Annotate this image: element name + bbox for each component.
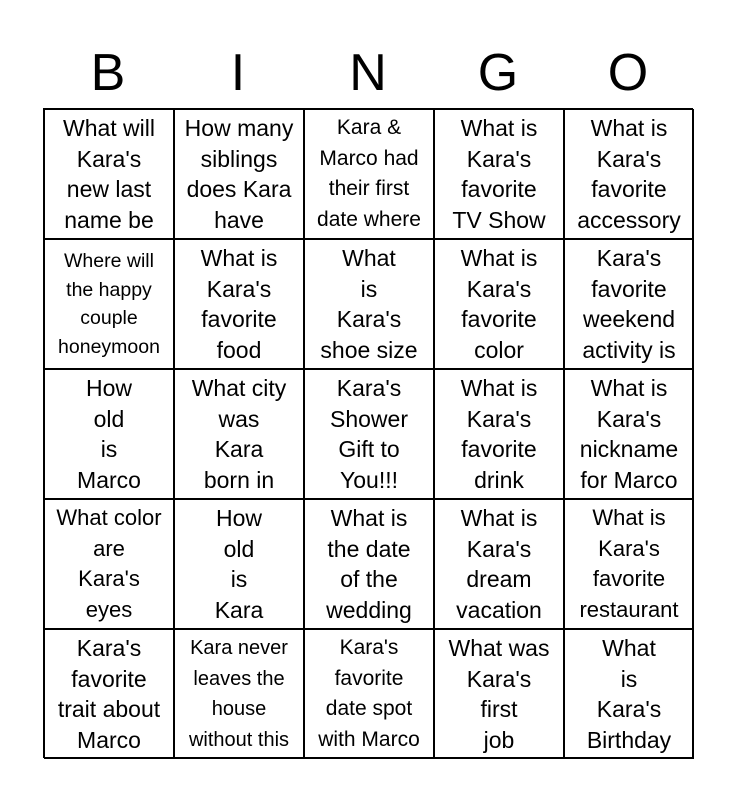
bingo-cell[interactable] xyxy=(44,109,174,239)
bingo-cell[interactable] xyxy=(434,109,564,239)
header-letter-b: B xyxy=(90,44,126,102)
bingo-cell[interactable] xyxy=(564,499,694,629)
bingo-cell[interactable] xyxy=(44,239,174,369)
bingo-header xyxy=(43,40,693,106)
cell-text: Kara's favorite trait about Marco xyxy=(57,635,161,753)
header-letter-o: O xyxy=(607,44,649,102)
cell-text: What is Kara's nickname for Marco xyxy=(579,375,679,493)
bingo-cell[interactable] xyxy=(304,629,434,759)
bingo-cell[interactable] xyxy=(434,369,564,499)
header-letter-n: N xyxy=(349,44,387,102)
header-letter-g: G xyxy=(477,44,519,102)
cell-text: What is Kara's Birthday xyxy=(586,635,672,753)
bingo-cell[interactable] xyxy=(564,629,694,759)
cell-text: What is Kara's shoe size xyxy=(320,245,418,363)
cell-text: What color are Kara's eyes xyxy=(56,505,162,622)
cell-text: What is Kara's favorite color xyxy=(460,245,538,363)
cell-text: Kara's favorite date spot with Marco xyxy=(318,636,420,751)
bingo-cell[interactable] xyxy=(44,499,174,629)
bingo-cell[interactable] xyxy=(564,109,694,239)
cell-text: What was Kara's first job xyxy=(448,635,550,753)
cell-text: What will Kara's new last name be xyxy=(62,115,155,233)
bingo-cell[interactable] xyxy=(304,239,434,369)
bingo-cell[interactable] xyxy=(44,629,174,759)
cell-text: What is Kara's favorite restaurant xyxy=(579,505,679,622)
cell-text: How old is Marco xyxy=(77,375,141,493)
bingo-cell[interactable] xyxy=(174,499,304,629)
bingo-cell[interactable] xyxy=(564,369,694,499)
cell-text: What is Kara's favorite drink xyxy=(460,375,538,493)
bingo-cell[interactable] xyxy=(44,369,174,499)
bingo-cell[interactable] xyxy=(564,239,694,369)
cell-text: Kara's favorite weekend activity is xyxy=(582,245,676,363)
cell-text: How old is Kara xyxy=(214,505,264,623)
cell-text: How many siblings does Kara have xyxy=(184,115,294,233)
cell-text: Kara never leaves the house without this xyxy=(188,637,290,751)
cell-text: What is Kara's favorite food xyxy=(200,245,278,363)
bingo-cell[interactable] xyxy=(304,499,434,629)
cell-text: Kara's Shower Gift to You!!! xyxy=(330,375,408,493)
cell-text: What is Kara's dream vacation xyxy=(456,505,542,623)
cell-text: What is Kara's favorite accessory xyxy=(577,115,681,233)
cell-text: What city was Kara born in xyxy=(191,375,287,493)
bingo-cell[interactable] xyxy=(174,109,304,239)
bingo-cell[interactable] xyxy=(174,629,304,759)
cell-text: Where will the happy couple honeymoon xyxy=(58,250,160,358)
cell-text: What is the date of the wedding xyxy=(326,505,412,623)
cell-text: What is Kara's favorite TV Show xyxy=(452,115,546,233)
cell-text: Kara & Marco had their first date where xyxy=(317,116,421,231)
bingo-cell[interactable] xyxy=(174,239,304,369)
bingo-cell[interactable] xyxy=(434,629,564,759)
bingo-cell[interactable] xyxy=(174,369,304,499)
bingo-cell[interactable] xyxy=(434,239,564,369)
bingo-grid xyxy=(43,108,693,758)
bingo-cell[interactable] xyxy=(304,109,434,239)
bingo-cell[interactable] xyxy=(434,499,564,629)
bingo-cell[interactable] xyxy=(304,369,434,499)
header-letter-i: I xyxy=(230,44,246,102)
